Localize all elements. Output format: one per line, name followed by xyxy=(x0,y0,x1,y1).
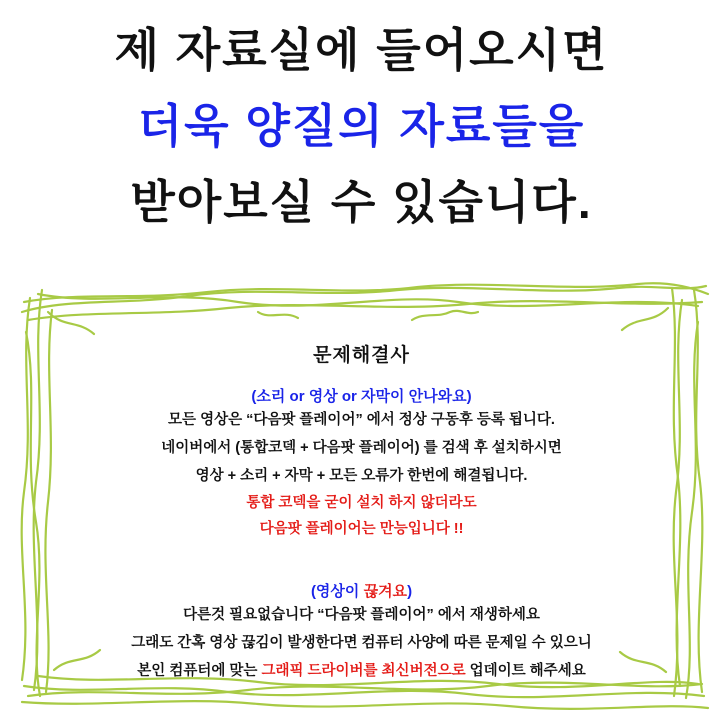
headline-line-2: 더욱 양질의 자료들을 xyxy=(137,100,586,152)
last-line-post: 업데이트 해주세요 xyxy=(465,663,586,679)
section-2-heading-pre: (영상이 xyxy=(310,583,364,600)
last-line-pre: 본인 컴퓨터에 맞는 xyxy=(137,663,262,679)
section-2-heading-tail: ) xyxy=(407,583,413,600)
section-1-highlight-1: 통합 코덱을 굳이 설치 하지 않더라도 xyxy=(246,495,477,511)
section-2-heading-red: 끊겨요 xyxy=(363,583,408,600)
section-2-heading xyxy=(40,580,683,601)
section-1-heading: (소리 or 영상 or 자막이 안나와요) xyxy=(251,388,472,405)
last-line-red: 그래픽 드라이버를 최신버전 xyxy=(261,663,438,679)
section-2-line-2: 그래도 간혹 영상 끊김이 발생한다면 컴퓨터 사양에 따른 문제일 수 있으니 xyxy=(131,635,592,651)
section-1-line-3: 영상 + 소리 + 자막 + 모든 오류가 한번에 해결됩니다. xyxy=(195,468,528,484)
section-1-line-2: 네이버에서 (통합코덱 + 다음팟 플레이어) 를 검색 후 설치하시면 xyxy=(161,440,562,456)
headline-line-3: 받아보실 수 있습니다. xyxy=(130,176,593,228)
section-2-last-line xyxy=(40,657,683,685)
headline-block xyxy=(0,12,723,240)
section-2-line-1: 다른것 필요없습니다 “다음팟 플레이어” 에서 재생하세요 xyxy=(183,607,540,623)
section-1-line-1: 모든 영상은 “다음팟 플레이어” 에서 정상 구동후 등록 됩니다. xyxy=(168,412,555,428)
document-content xyxy=(40,296,683,688)
last-line-mid: 으로 xyxy=(437,663,466,679)
section-1-highlight-2: 다음팟 플레이어는 만능입니다 !! xyxy=(259,521,464,537)
section-spacer xyxy=(40,542,683,562)
headline-line-1: 제 자료실에 들어오시면 xyxy=(114,24,609,76)
document-title: 문제해결사 xyxy=(313,345,410,366)
